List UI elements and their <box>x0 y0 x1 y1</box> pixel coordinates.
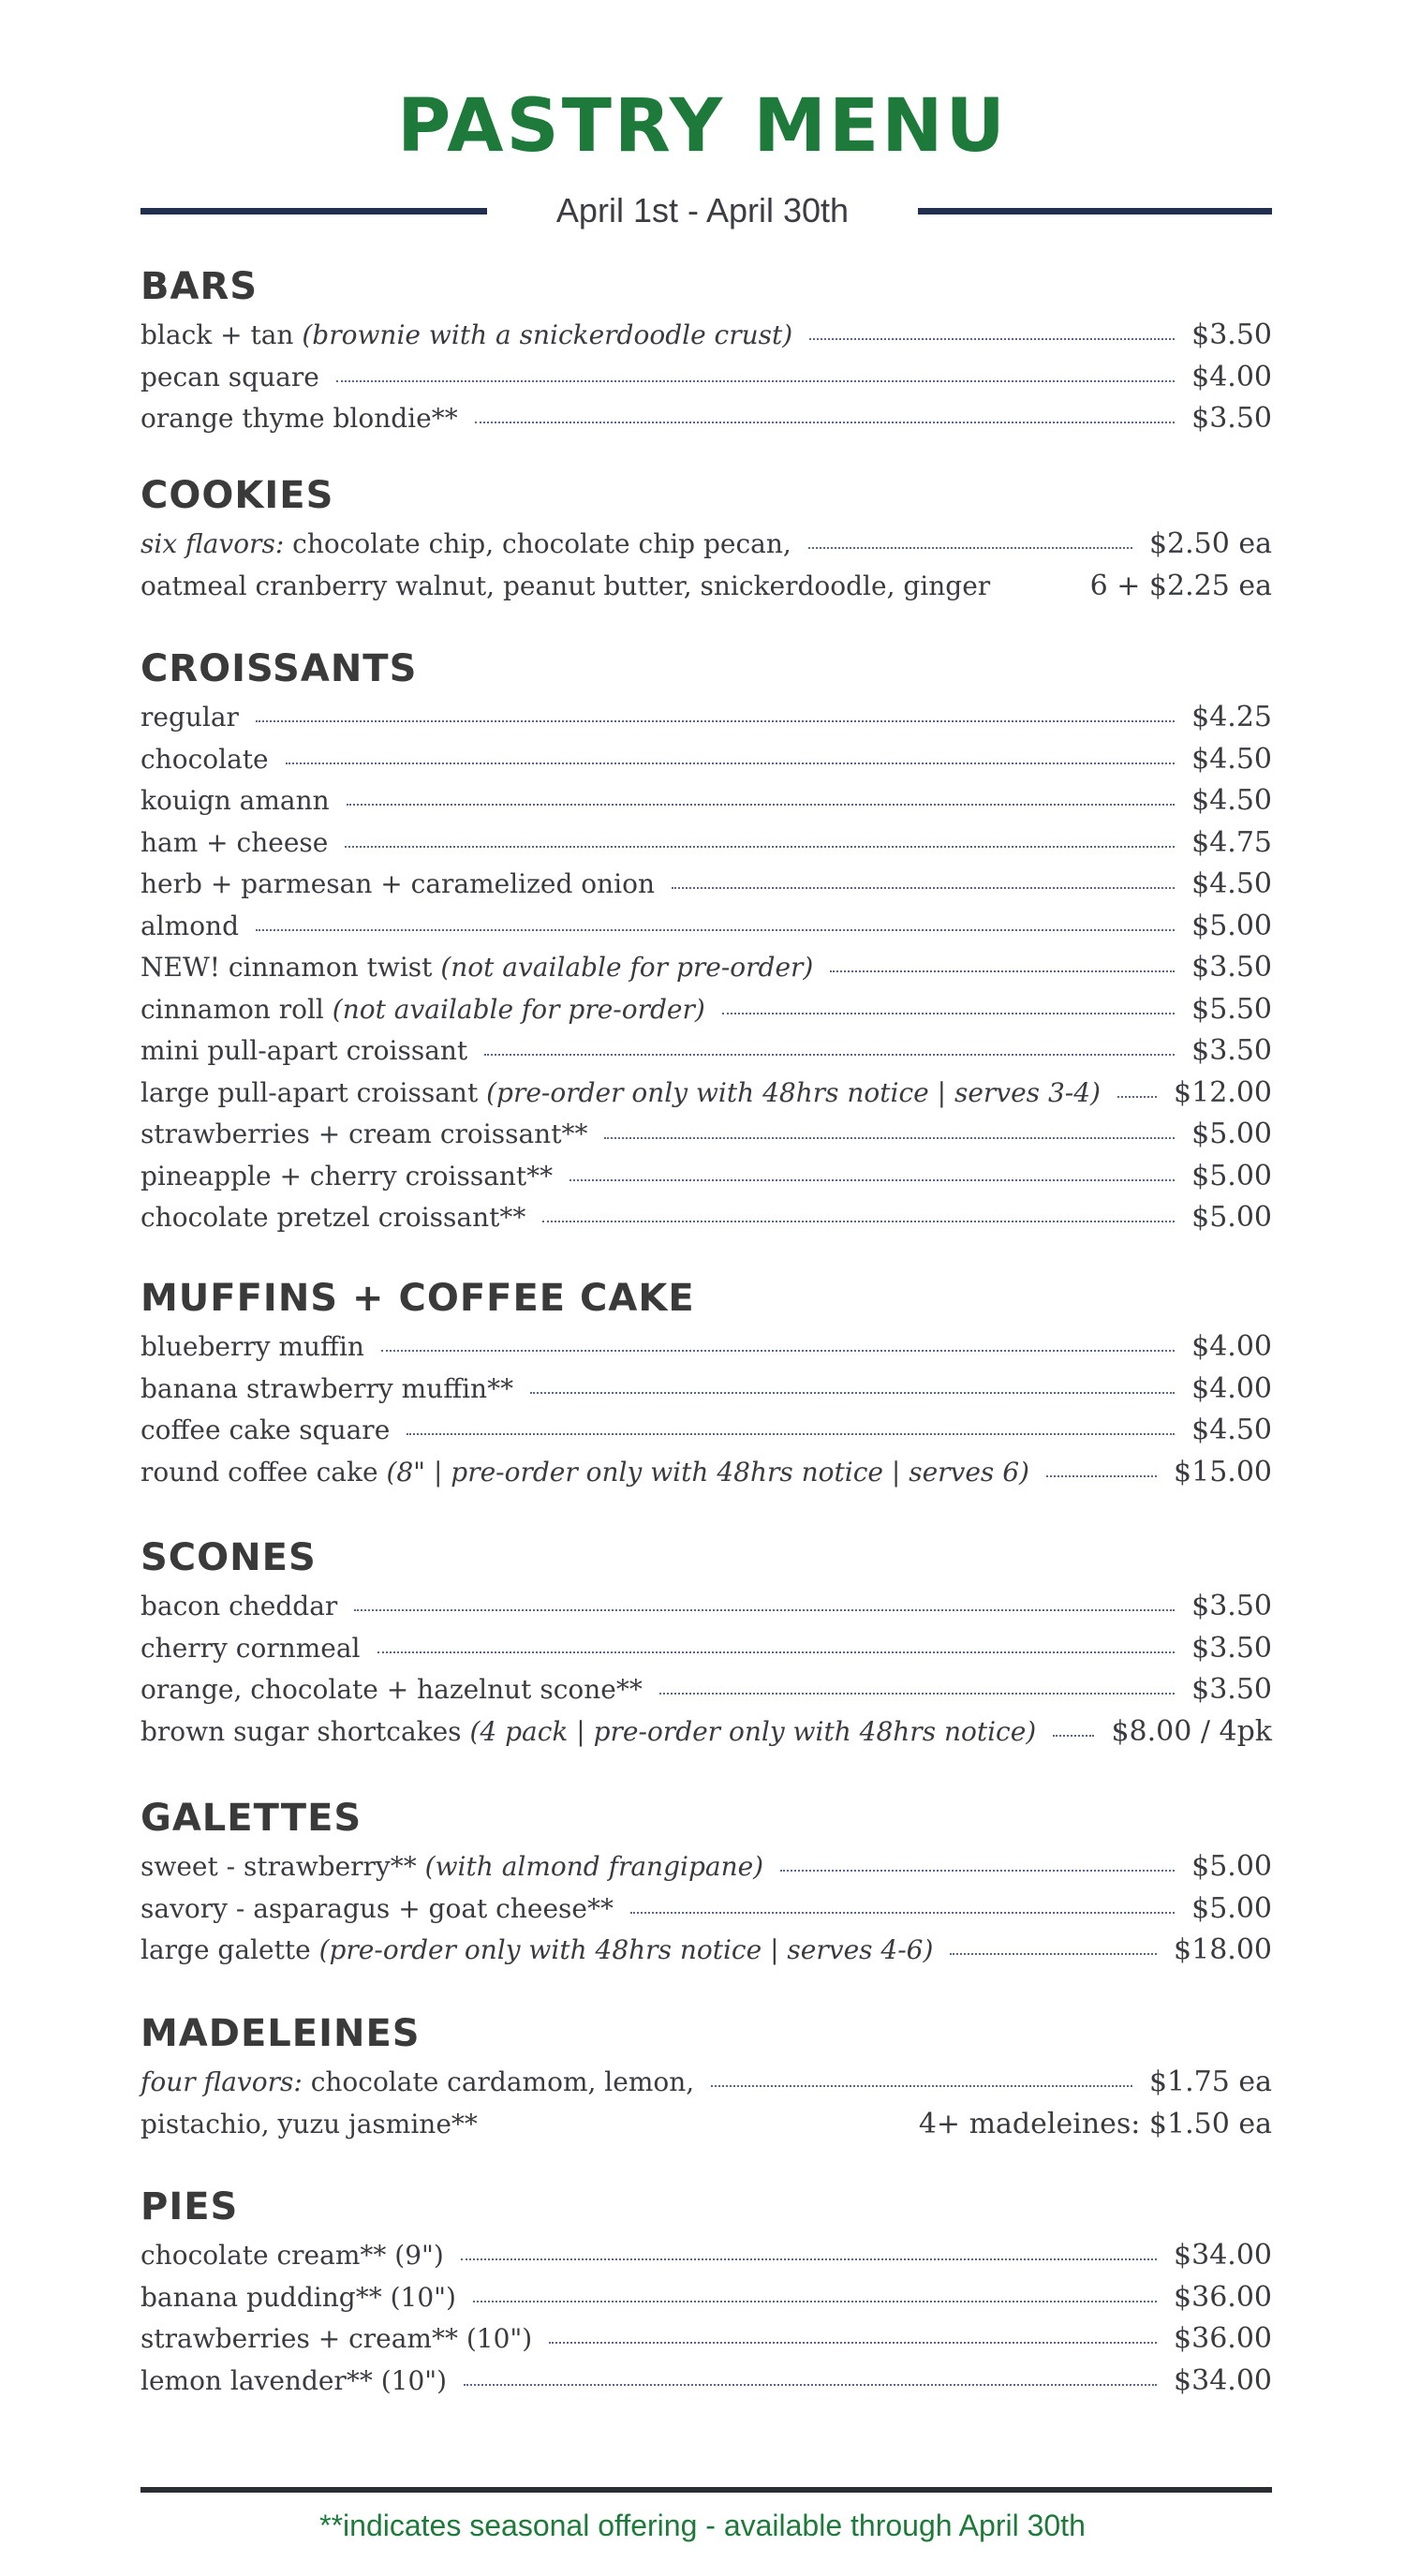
menu-item <box>140 570 1272 612</box>
item-title: NEW! cinnamon twist <box>140 952 433 983</box>
menu-item <box>140 951 1272 993</box>
dot-leader <box>830 970 1175 972</box>
dot-leader <box>336 380 1175 382</box>
menu-item <box>140 1414 1272 1456</box>
item-note: (pre-order only with 48hrs notice | serves 4-6) <box>318 1934 934 1965</box>
item-name <box>140 2365 447 2396</box>
menu-item <box>140 1118 1272 1160</box>
item-title: chocolate cream** (9") <box>140 2240 444 2271</box>
item-title: sweet - strawberry** <box>140 1851 417 1882</box>
item-price: $3.50 <box>1191 1673 1272 1706</box>
dot-leader <box>473 2301 1157 2302</box>
item-name <box>140 785 330 816</box>
dot-leader <box>345 846 1175 848</box>
menu-item <box>140 1632 1272 1674</box>
item-title: large pull-apart croissant <box>140 1076 479 1108</box>
item-price: $4.50 <box>1191 867 1272 900</box>
footer-divider <box>140 2487 1272 2493</box>
dot-leader <box>569 1179 1175 1181</box>
item-name <box>140 1202 525 1233</box>
dot-leader <box>407 1433 1175 1435</box>
item-name <box>140 952 813 983</box>
item-title: savory - asparagus + goat cheese** <box>140 1892 614 1924</box>
menu-item <box>140 361 1272 403</box>
item-note: (not available for pre-order) <box>440 952 814 983</box>
item-title: kouign amann <box>140 785 330 816</box>
date-banner <box>140 187 1272 234</box>
item-title: bacon cheddar <box>140 1591 338 1621</box>
menu-item <box>140 826 1272 868</box>
menu-item <box>140 2281 1272 2323</box>
dot-leader <box>464 2384 1157 2386</box>
item-name <box>140 2323 532 2354</box>
item-name <box>140 744 269 775</box>
item-price: $4.25 <box>1191 701 1272 733</box>
item-note: (8" | pre-order only with 48hrs notice | serves 6) <box>386 1456 1029 1488</box>
item-name <box>140 1457 1029 1488</box>
item-title: lemon lavender** (10") <box>140 2364 448 2396</box>
menu-item <box>140 1456 1272 1498</box>
item-note: (4 pack | pre-order only with 48hrs notice) <box>469 1715 1037 1747</box>
dot-leader <box>530 1392 1175 1394</box>
item-flavors: chocolate cardamom, lemon, <box>310 2066 695 2097</box>
item-note: (with almond frangipane) <box>424 1851 764 1882</box>
dot-leader <box>549 2342 1157 2344</box>
menu-item <box>140 784 1272 826</box>
menu-item <box>140 1715 1272 1757</box>
item-title: black + tan <box>140 319 294 350</box>
section-heading: GALETTES <box>140 1797 362 1840</box>
section-heading: MUFFINS + COFFEE CAKE <box>140 1277 695 1320</box>
item-title: herb + parmesan + caramelized onion <box>140 868 656 899</box>
item-name <box>140 1161 553 1192</box>
item-price: $2.50 ea <box>1148 527 1272 560</box>
menu-list <box>140 318 1272 444</box>
section-madeleines <box>140 2009 1272 2149</box>
item-name <box>140 403 458 434</box>
item-price: $34.00 <box>1174 2239 1272 2272</box>
dot-leader <box>1053 1735 1094 1737</box>
menu-list <box>140 2239 1272 2406</box>
item-title: cinnamon roll <box>140 993 324 1025</box>
dot-leader <box>950 1953 1157 1955</box>
item-name <box>140 1035 467 1066</box>
section-muffins <box>140 1274 1272 1497</box>
menu-list <box>140 1330 1272 1497</box>
item-price: $5.00 <box>1191 1201 1272 1234</box>
item-price: $5.00 <box>1191 1118 1272 1150</box>
item-name <box>140 528 791 559</box>
menu-item <box>140 1673 1272 1715</box>
item-title: pineapple + cherry croissant** <box>140 1160 554 1192</box>
dot-leader <box>461 2258 1157 2260</box>
dot-leader <box>672 887 1175 889</box>
item-price: $4.50 <box>1191 742 1272 776</box>
item-title: large galette <box>140 1934 311 1965</box>
item-price: $12.00 <box>1174 1075 1272 1109</box>
dot-leader <box>256 720 1175 722</box>
menu-item <box>140 1933 1272 1976</box>
menu-item <box>140 1076 1272 1118</box>
item-title: orange, chocolate + hazelnut scone** <box>140 1674 643 1705</box>
item-name <box>140 1934 933 1965</box>
section-croissants <box>140 644 1272 1243</box>
seasonal-footnote: **indicates seasonal offering - available through April 30th <box>319 2509 1086 2542</box>
item-title: banana pudding** (10") <box>140 2281 456 2313</box>
item-name <box>140 994 705 1025</box>
menu-item <box>140 993 1272 1035</box>
item-name <box>140 2240 444 2271</box>
item-name <box>140 1591 337 1621</box>
menu-item <box>140 2108 1272 2150</box>
item-name <box>140 910 239 941</box>
item-name <box>140 1716 1036 1747</box>
item-title: pecan square <box>140 361 319 392</box>
page-title: PASTRY MENU <box>397 84 1008 169</box>
dot-leader <box>286 762 1176 764</box>
item-name <box>140 1633 361 1664</box>
dot-leader <box>711 2085 1132 2087</box>
item-price: $3.50 <box>1191 402 1272 435</box>
item-price: $5.00 <box>1191 1891 1272 1925</box>
item-price: $8.00 / 4pk <box>1111 1714 1272 1748</box>
menu-item <box>140 2065 1272 2108</box>
item-lead: six flavors: <box>140 528 285 559</box>
item-title: orange thyme blondie** <box>140 403 458 434</box>
item-price: $36.00 <box>1174 2322 1272 2355</box>
item-price: $5.50 <box>1191 992 1272 1026</box>
item-name <box>140 362 319 392</box>
menu-item <box>140 2239 1272 2281</box>
section-heading: CROISSANTS <box>140 647 418 690</box>
menu-item <box>140 2322 1272 2364</box>
item-title: strawberries + cream croissant** <box>140 1118 588 1149</box>
dot-leader <box>659 1693 1175 1695</box>
item-title: almond <box>140 910 240 941</box>
section-pies <box>140 2183 1272 2406</box>
dot-leader <box>780 1870 1175 1872</box>
item-price: $15.00 <box>1174 1455 1272 1488</box>
item-name <box>140 1674 643 1705</box>
item-price: $3.50 <box>1191 318 1272 351</box>
item-note: (pre-order only with 48hrs notice | serves 3-4) <box>486 1076 1101 1108</box>
menu-item <box>140 1160 1272 1202</box>
dot-leader <box>475 422 1175 423</box>
section-heading: MADELEINES <box>140 2012 421 2055</box>
menu-item <box>140 402 1272 444</box>
item-name <box>140 868 655 899</box>
item-note: (not available for pre-order) <box>332 993 705 1025</box>
item-title: round coffee cake <box>140 1456 378 1488</box>
item-price: 6 + $2.25 ea <box>1089 569 1272 602</box>
item-name <box>140 1414 390 1445</box>
item-price: $4.00 <box>1191 360 1272 393</box>
section-bars <box>140 262 1272 444</box>
item-price: $4.50 <box>1191 784 1272 817</box>
dot-leader <box>808 547 1132 549</box>
dot-leader <box>354 1609 1175 1611</box>
menu-item <box>140 1590 1272 1632</box>
item-price: $3.50 <box>1191 1034 1272 1067</box>
item-price: $5.00 <box>1191 909 1272 942</box>
menu-list <box>140 1850 1272 1976</box>
menu-item <box>140 2364 1272 2406</box>
menu-item <box>140 743 1272 785</box>
dot-leader <box>1046 1475 1157 1477</box>
menu-list <box>140 1590 1272 1756</box>
item-price: $5.00 <box>1191 1850 1272 1883</box>
item-title: chocolate pretzel croissant** <box>140 1202 526 1233</box>
menu-item <box>140 1201 1272 1243</box>
item-name <box>140 1373 513 1404</box>
item-name <box>140 1118 587 1149</box>
item-price: $36.00 <box>1174 2280 1272 2314</box>
item-price: $3.50 <box>1191 1590 1272 1622</box>
section-scones <box>140 1533 1272 1756</box>
item-price: $1.75 ea <box>1148 2065 1272 2098</box>
dot-leader <box>347 804 1175 806</box>
menu-item <box>140 1892 1272 1934</box>
section-heading: PIES <box>140 2185 239 2228</box>
item-title: banana strawberry muffin** <box>140 1372 514 1404</box>
dot-leader <box>377 1651 1176 1653</box>
menu-item <box>140 527 1272 570</box>
menu-item <box>140 1372 1272 1414</box>
item-name <box>140 1893 614 1924</box>
item-title: mini pull-apart croissant <box>140 1035 468 1066</box>
dot-leader <box>604 1137 1175 1139</box>
item-price: $4.00 <box>1191 1330 1272 1363</box>
dot-leader <box>722 1013 1175 1014</box>
date-range: April 1st - April 30th <box>555 191 850 229</box>
item-price: $3.50 <box>1191 1631 1272 1665</box>
divider-right <box>918 208 1272 215</box>
item-price: 4+ madeleines: $1.50 ea <box>918 2107 1272 2140</box>
item-price: $4.75 <box>1191 825 1272 859</box>
dot-leader <box>381 1350 1175 1352</box>
dot-leader <box>484 1054 1175 1056</box>
menu-item <box>140 318 1272 361</box>
item-title: cherry cornmeal <box>140 1632 361 1664</box>
menu-item <box>140 1850 1272 1892</box>
menu-item <box>140 1034 1272 1076</box>
item-name <box>140 2282 456 2313</box>
section-heading: SCONES <box>140 1536 317 1579</box>
item-name <box>140 1851 763 1882</box>
item-name <box>140 319 792 350</box>
section-galettes <box>140 1794 1272 1976</box>
menu-item <box>140 701 1272 743</box>
item-price: $4.50 <box>1191 1414 1272 1446</box>
item-flavors: chocolate chip, chocolate chip pecan, <box>292 528 791 559</box>
item-title: coffee cake square <box>140 1414 391 1445</box>
item-flavors: pistachio, yuzu jasmine** <box>140 2108 478 2139</box>
menu-item <box>140 867 1272 910</box>
menu-item <box>140 1330 1272 1372</box>
item-price: $34.00 <box>1174 2363 1272 2397</box>
item-title: regular <box>140 702 239 733</box>
item-price: $4.00 <box>1191 1371 1272 1405</box>
item-name <box>140 702 239 733</box>
item-price: $18.00 <box>1174 1933 1272 1966</box>
item-name <box>140 827 328 858</box>
menu-list <box>140 701 1272 1243</box>
dot-leader <box>542 1221 1175 1222</box>
item-title: ham + cheese <box>140 826 329 858</box>
item-title: blueberry muffin <box>140 1331 364 1362</box>
item-title: chocolate <box>140 743 269 775</box>
section-heading: BARS <box>140 265 259 308</box>
dot-leader <box>256 929 1175 931</box>
item-note: (brownie with a snickerdoodle crust) <box>302 319 793 350</box>
section-cookies <box>140 471 1272 611</box>
dot-leader <box>1117 1096 1157 1098</box>
item-price: $5.00 <box>1191 1159 1272 1192</box>
item-title: strawberries + cream** (10") <box>140 2323 533 2354</box>
item-flavors: oatmeal cranberry walnut, peanut butter, snickerdoodle, ginger <box>140 570 991 601</box>
item-name <box>140 1331 364 1362</box>
section-heading: COOKIES <box>140 474 334 517</box>
dot-leader <box>809 338 1175 340</box>
menu-item <box>140 910 1272 952</box>
item-price: $3.50 <box>1191 951 1272 984</box>
divider-left <box>140 208 487 215</box>
item-name <box>140 2066 694 2097</box>
item-title: brown sugar shortcakes <box>140 1715 462 1747</box>
item-name <box>140 1077 1101 1108</box>
dot-leader <box>630 1912 1175 1914</box>
item-lead: four flavors: <box>140 2066 303 2097</box>
